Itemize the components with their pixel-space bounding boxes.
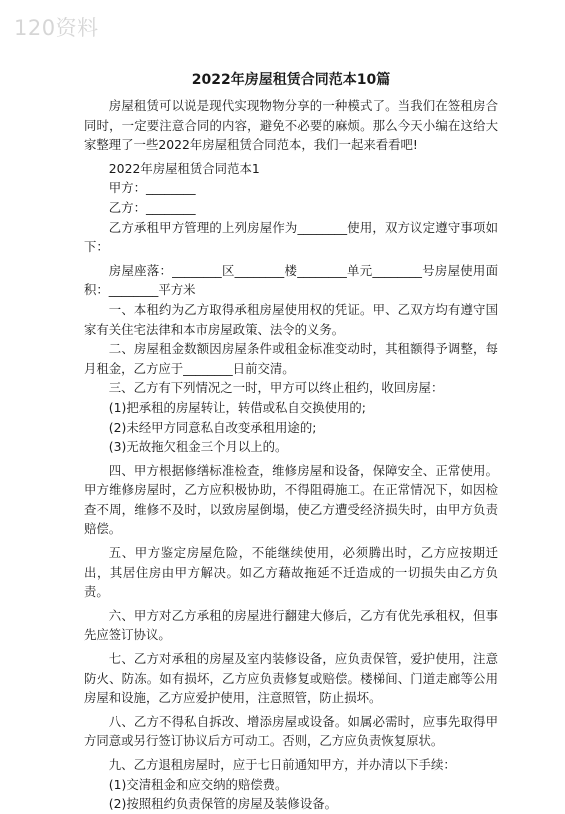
party-a-line: 甲方：________ <box>108 180 196 196</box>
intro-paragraph: 房屋租赁可以说是现代实现物物分享的一种模式了。当我们在签租房合同时，一定要注意合同的内容，避免不必要的麻烦。那么今天小编在这给大家整理了一些2022年房屋租赁合同范本，我们一起来看看吧! <box>84 98 498 153</box>
clause-4: 四、甲方根据修缮标准检查，维修房屋和设备，保障安全、正常使用。甲方维修房屋时，乙方应积极协助，不得阻碍施工。在正常情况下，如因检查不周，维修不及时，以致房屋倒塌，使乙方遭受经济损失时，由甲方负责赔偿。 <box>84 462 498 537</box>
clause-5: 五、甲方鉴定房屋危险，不能继续使用，必须腾出时，乙方应按期迁出，其居住房由甲方解决。如乙方藉故拖延不迁造成的一切损失由乙方负责。 <box>84 545 498 600</box>
sample-heading: 2022年房屋租赁合同范本1 <box>108 160 260 176</box>
clause-2: 二、房屋租金数额因房屋条件或租金标准变动时，其租额得予调整，每月租金，乙方应于________日前交清。 <box>84 341 498 376</box>
clause-6: 六、甲方对乙方承租的房屋进行翻建大修后，乙方有优先承租权，但事先应签订协议。 <box>84 607 498 643</box>
clause-7: 七、乙方对承租的房屋及室内装修设备，应负责保管，爱护使用，注意防火、防冻。如有损坏，乙方应负责修复或赔偿。楼梯间、门道走廊等公用房屋和设施，乙方应爱护使用，注意照管，防止损坏。 <box>84 651 498 706</box>
document-title: 2022年房屋租赁合同范本10篇 <box>191 72 391 88</box>
watermark-logo: 120资料 <box>14 16 99 40</box>
location-paragraph: 房屋座落：________区________楼________单元________号房屋使用面积：________平方米 <box>84 262 498 298</box>
clause-9-item: (1)交清租金和应交纳的赔偿费。 <box>108 776 288 792</box>
clause-9: 九、乙方退租房屋时，应于七日前通知甲方，并办清以下手续： <box>108 757 456 772</box>
document-body <box>84 96 498 814</box>
clause-3-item: (2)未经甲方同意私自改变承租用途的; <box>108 419 317 435</box>
agreement-paragraph: 乙方承租甲方管理的上列房屋作为________使用，双方议定遵守事项如下： <box>84 219 498 255</box>
party-b-line: 乙方：________ <box>108 199 196 215</box>
clause-9-item: (2)按照租约负责保管的房屋及装修设备。 <box>108 796 337 812</box>
clause-3: 三、乙方有下列情况之一时，甲方可以终止租约，收回房屋： <box>108 380 444 396</box>
clause-3-item: (1)把承租的房屋转让，转借或私自交换使用的; <box>108 399 366 415</box>
clause-8: 八、乙方不得私自拆改、增添房屋或设备。如属必需时，应事先取得甲方同意或另行签订协议后方可动工。否则，乙方应负责恢复原状。 <box>84 713 498 749</box>
clause-3-item: (3)无故拖欠租金三个月以上的。 <box>108 439 288 455</box>
clause-1: 一、本租约为乙方取得承租房屋使用权的凭证。甲、乙双方均有遵守国家有关住宅法律和本市房屋政策、法令的义务。 <box>84 301 498 337</box>
